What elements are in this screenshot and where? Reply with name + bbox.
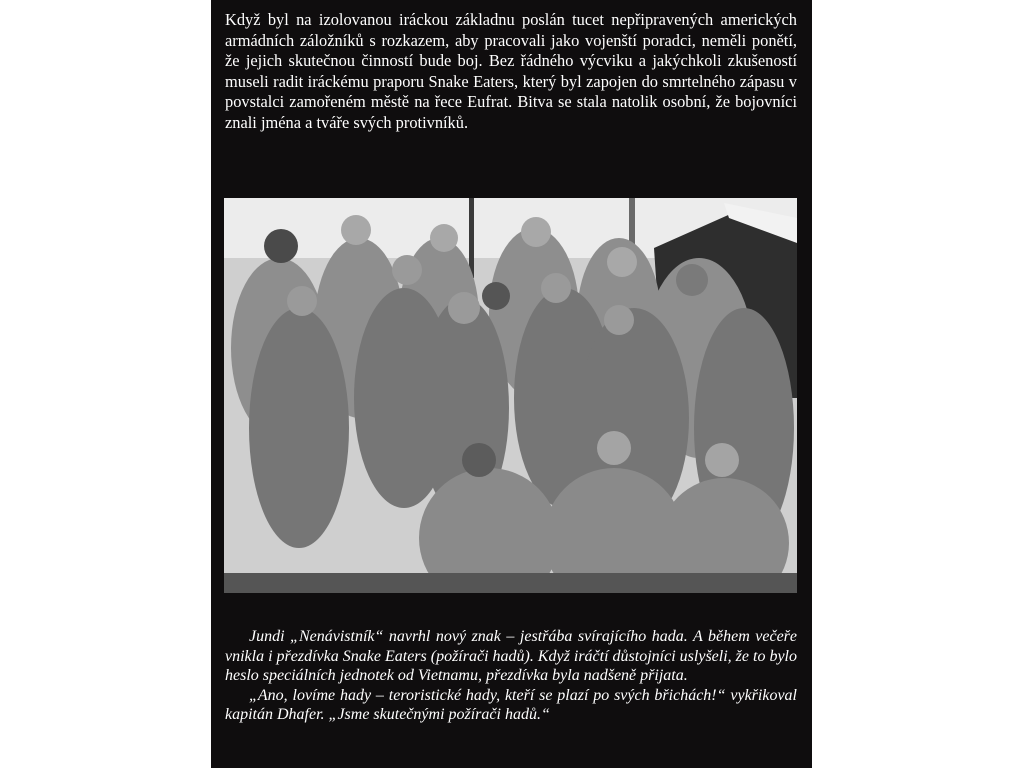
caption-paragraph-1: Jundi „Nenávistník“ navrhl nový znak – jestřába svírajícího hada. A během večeře vnikla i přezdívka Snake Eaters (požírači hadů). Když iráčtí důstojníci uslyšeli, že to bylo heslo speciálních jednotek od Vietnamu, přezdívka byla nadšeně přijata. — [225, 628, 797, 685]
group-photo-illustration — [224, 198, 797, 593]
photo-caption — [225, 627, 797, 725]
group-photo — [224, 198, 797, 593]
book-back-cover — [211, 0, 812, 768]
caption-paragraph-2: „Ano, lovíme hady – teroristické hady, kteří se plazí po svých břichách!“ vykřikoval kapitán Dhafer. „Jsme skutečnými požírači hadů.“ — [225, 686, 797, 724]
blurb-text: Když byl na izolovanou iráckou základnu poslán tucet nepřipravených amerických armádních záložníků s rozkazem, aby pracovali jako vojenští poradci, neměli ponětí, že jejich skutečnou činností bude boj. Bez řádného výcviku a jakýchkoli zkušeností museli radit iráckému praporu Snake Eaters, který byl zapojen do smrtelného zápasu v povstalci zamořeném městě na řece Eufrat. Bitva se stala natolik osobní, že bojovníci znali jména a tváře svých protivníků. — [225, 10, 797, 132]
